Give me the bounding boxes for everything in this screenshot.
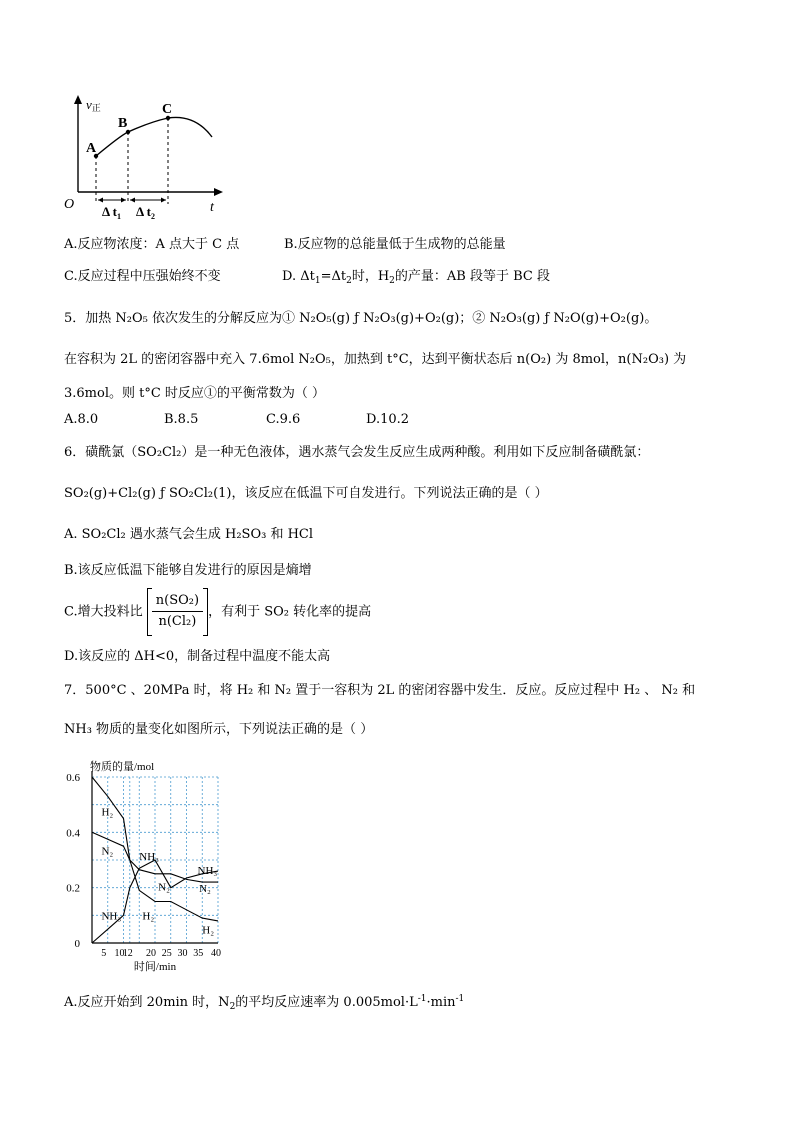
q5-option-d: D.10.2 — [366, 412, 410, 427]
y-tick-label: 0 — [74, 938, 80, 950]
x-tick-label: 10 — [114, 948, 125, 959]
label-nh3-lower: NH₃ — [101, 910, 122, 923]
rate-graph-y-arrow — [74, 95, 82, 104]
q5-options — [64, 411, 409, 429]
q6-line1: 6．磺酰氯（SO₂Cl₂）是一种无色液体，遇水蒸气会发生反应生成两种酸。利用如下反应制备磺酰氯： — [64, 445, 650, 460]
ratio-bracket — [147, 590, 208, 634]
q6-option-c: C.增大投料比 $\frac{\text{n(SO₂)}}{\text{n(Cl₂)}}$ ，有利于 SO₂ 转化率的提高 — [64, 590, 371, 635]
ratio-numerator: n(SO₂) — [152, 591, 203, 612]
q6-option-a: A. SO₂Cl₂ 遇水蒸气会生成 H₂SO₃ 和 HCl — [64, 527, 314, 542]
q5-line1: 5．加热 N₂O₅ 依次发生的分解反应为① N₂O₅(g) ƒ N₂O₃(g)+O₂(g)；② N₂O₃(g) ƒ N₂O(g)+O₂(g)。 — [64, 311, 658, 326]
rate-graph — [60, 92, 230, 222]
q6-option-d: D.该反应的 ΔH<0，制备过程中温度不能太高 — [64, 649, 331, 664]
x-tick-label: 5 — [101, 948, 107, 959]
x-tick-label: 12 — [122, 948, 133, 959]
ratio-fraction — [152, 591, 203, 632]
q5-option-c: C.9.6 — [266, 412, 301, 427]
label-h2-upper: H₂ — [101, 806, 114, 819]
rate-graph-x-arrow — [214, 188, 223, 196]
point-c-label: C — [162, 102, 173, 117]
point-a-label: A — [86, 141, 97, 156]
rate-graph-x-label: t — [210, 200, 214, 215]
q5-number: 5． — [64, 311, 86, 326]
x-tick-label: 40 — [211, 948, 221, 959]
y-tick-label: 0.2 — [66, 882, 80, 895]
label-nh3-upper: NH₃ — [139, 851, 159, 863]
rate-graph-y-label: v正 — [86, 97, 101, 113]
q7-option-a: A.反应开始到 20min 时，$N_2$的平均反应速率为 $0.005mol\cdot L^{-1}\cdot\min^{-1}$ — [64, 994, 465, 1012]
dt2-arrow-left — [130, 198, 135, 203]
x-tick-label: 25 — [161, 948, 172, 959]
q4-option-a: A.反应物浓度：A 点大于 C 点 — [64, 237, 240, 252]
label-h2-mid: H₂ — [142, 910, 155, 923]
ratio-denominator: n(Cl₂) — [158, 614, 197, 629]
amount-chart — [60, 755, 230, 980]
q5-line3: 3.6mol。则 t°C 时反应①的平衡常数为（ ） — [64, 386, 326, 401]
q7-number: 7． — [64, 683, 86, 698]
q5-option-b: B.8.5 — [164, 412, 199, 427]
label-n2-mid: N₂ — [158, 881, 170, 894]
y-tick-label: 0.4 — [66, 827, 80, 840]
label-h2-right: H₂ — [202, 924, 215, 937]
x-tick-label: 20 — [146, 948, 156, 959]
dt1-arrow-right — [121, 198, 126, 203]
label-nh3-right: NH₃ — [197, 864, 218, 877]
rate-curve — [96, 117, 212, 156]
dt2-arrow-right — [161, 198, 166, 203]
q6-number: 6． — [64, 445, 86, 460]
q5-line2: 在容积为 2L 的密闭容器中充入 7.6mol N₂O₅，加热到 t°C，达到平衡状态后 n(O₂) 为 8mol，n(N₂O₃) 为 — [64, 352, 687, 367]
q6-option-b: B.该反应低温下能够自发进行的原因是熵增 — [64, 563, 312, 578]
chart-x-label: 时间/min — [133, 961, 177, 973]
q6-line2: SO₂(g)+Cl₂(g) ƒ SO₂Cl₂(1)，该反应在低温下可自发进行。下列说法正确的是（ ） — [64, 486, 548, 501]
label-n2-right: N₂ — [199, 882, 211, 895]
y-tick-label: 0.6 — [66, 772, 80, 784]
q4-option-b: B.反应物的总能量低于生成物的总能量 — [284, 237, 506, 252]
q7-line1: 7．500°C 、20MPa 时，将 H₂ 和 N₂ 置于一容积为 2L 的密闭容器中发生．反应。反应过程中 H₂ 、 N₂ 和 — [64, 683, 696, 698]
dt1-arrow-left — [98, 198, 103, 203]
chart-title: 物质的量/mol — [90, 761, 155, 773]
x-tick-label: 35 — [193, 948, 204, 959]
q5-option-a: A.8.0 — [64, 412, 99, 427]
q7-line2: NH₃ 物质的量变化如图所示，下列说法正确的是（ ） — [64, 722, 374, 737]
dt2-label: Δ $t_2$ — [136, 204, 156, 221]
point-b-label: B — [118, 116, 128, 131]
dt1-label: Δ $t_1$ — [102, 204, 122, 221]
label-n2-upper: N₂ — [101, 845, 114, 858]
rate-graph-origin: O — [64, 197, 75, 212]
x-tick-label: 30 — [177, 948, 188, 959]
q4-option-c: C.反应过程中压强始终不变 — [64, 269, 221, 284]
q4-option-d: D. $\Delta t_1=\Delta t_2$时，$H_2$的产量：AB 段等于 BC 段 — [282, 269, 550, 286]
